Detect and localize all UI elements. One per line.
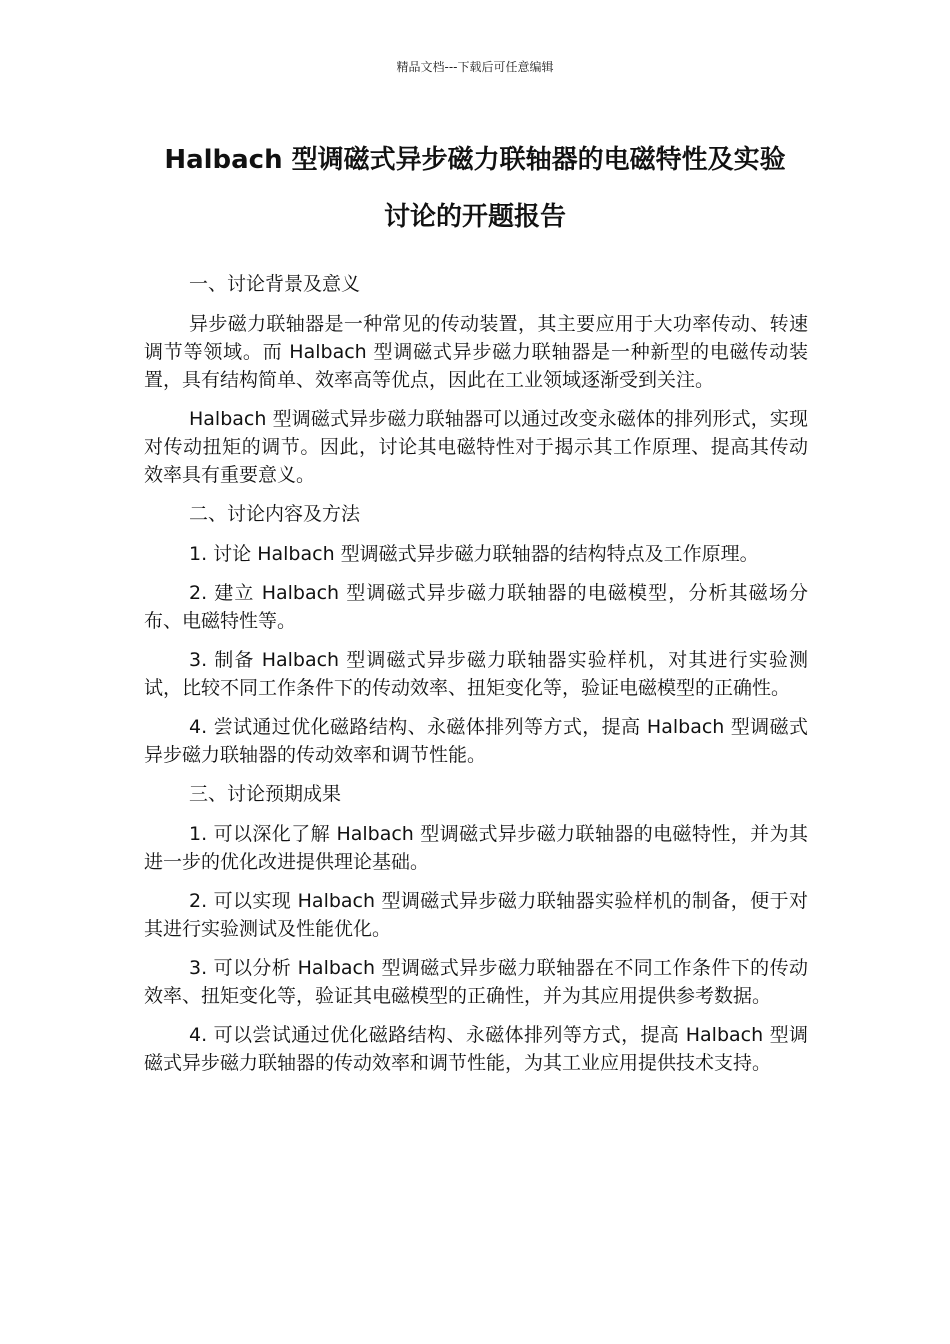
- list-item-content-1: 1. 讨论 Halbach 型调磁式异步磁力联轴器的结构特点及工作原理。: [189, 543, 759, 565]
- document-title-line-1: Halbach 型调磁式异步磁力联轴器的电磁特性及实验: [164, 145, 786, 175]
- section-heading-background: 一、讨论背景及意义: [189, 273, 361, 295]
- paragraph-background-2: Halbach 型调磁式异步磁力联轴器可以通过改变永磁体的排列形式，实现对传动扭矩的调节。因此，讨论其电磁特性对于揭示其工作原理、提高其传动效率具有重要意义。: [144, 408, 808, 486]
- document-title-line-2: 讨论的开题报告: [383, 202, 566, 232]
- list-item-result-2: 2. 可以实现 Halbach 型调磁式异步磁力联轴器实验样机的制备，便于对其进行实验测试及性能优化。: [144, 890, 808, 940]
- list-item-result-1: 1. 可以深化了解 Halbach 型调磁式异步磁力联轴器的电磁特性，并为其进一步的优化改进提供理论基础。: [144, 823, 808, 873]
- list-item-content-4: 4. 尝试通过优化磁路结构、永磁体排列等方式，提高 Halbach 型调磁式异步磁力联轴器的传动效率和调节性能。: [144, 716, 808, 766]
- list-item-content-2: 2. 建立 Halbach 型调磁式异步磁力联轴器的电磁模型，分析其磁场分布、电磁特性等。: [144, 582, 808, 632]
- section-heading-expected-results: 三、讨论预期成果: [189, 783, 342, 805]
- list-item-result-4: 4. 可以尝试通过优化磁路结构、永磁体排列等方式，提高 Halbach 型调磁式异步磁力联轴器的传动效率和调节性能，为其工业应用提供技术支持。: [144, 1024, 808, 1074]
- document-body: [144, 270, 808, 1088]
- section-heading-content-methods: 二、讨论内容及方法: [189, 503, 361, 525]
- list-item-content-3: 3. 制备 Halbach 型调磁式异步磁力联轴器实验样机，对其进行实验测试，比较不同工作条件下的传动效率、扭矩变化等，验证电磁模型的正确性。: [144, 649, 808, 699]
- list-item-result-3: 3. 可以分析 Halbach 型调磁式异步磁力联轴器在不同工作条件下的传动效率、扭矩变化等，验证其电磁模型的正确性，并为其应用提供参考数据。: [144, 957, 808, 1007]
- document-title: [140, 132, 810, 246]
- paragraph-background-1: 异步磁力联轴器是一种常见的传动装置，其主要应用于大功率传动、转速调节等领域。而 Halbach 型调磁式异步磁力联轴器是一种新型的电磁传动装置，具有结构简单、效率高等优点，因此在工业领域逐渐受到关注。: [144, 313, 808, 391]
- page-header: 精品文档---下载后可任意编辑: [396, 60, 554, 74]
